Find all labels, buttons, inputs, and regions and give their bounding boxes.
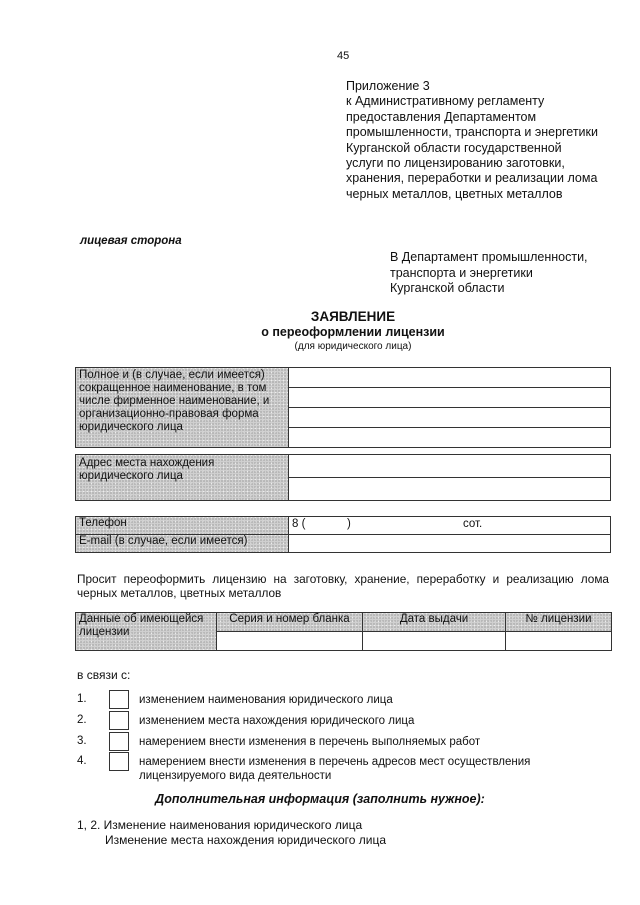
additional-info-heading: Дополнительная информация (заполнить нужное):: [155, 792, 485, 806]
phone-field[interactable]: [289, 517, 611, 535]
license-table: [75, 612, 612, 651]
email-field[interactable]: [289, 535, 611, 553]
document-subtitle: о переоформлении лицензии: [261, 325, 445, 339]
license-date-field[interactable]: [363, 632, 506, 651]
license-row-label: Данные об имеющейся лицензии: [76, 613, 217, 651]
license-col-header: Серия и номер бланка: [217, 613, 363, 632]
bottom-line-2: Изменение места нахождения юридического лица: [105, 833, 386, 847]
org-name-field[interactable]: [289, 368, 611, 388]
addressee-line: В Департамент промышленности,: [390, 250, 588, 264]
option-number: 1.: [77, 693, 87, 705]
license-col-header: № лицензии: [506, 613, 612, 632]
annex-line: Курганской области государственной: [346, 140, 562, 155]
annex-block: [346, 79, 626, 202]
org-name-label: Полное и (в случае, если имеется) сокращенное наименование, в том числе фирменное наименование, и организационно-правовая форма юридического лица: [76, 368, 289, 448]
license-number-field[interactable]: [506, 632, 612, 651]
page-number: 45: [337, 50, 350, 62]
option-number: 4.: [77, 755, 87, 767]
option-number: 3.: [77, 735, 87, 747]
option-text: [139, 755, 530, 783]
option-text: изменением наименования юридического лица: [139, 694, 393, 706]
contacts-table: [75, 516, 611, 553]
addressee-line: Курганской области: [390, 281, 505, 295]
addressee-line: транспорта и энергетики: [390, 265, 533, 280]
option-text: изменением места нахождения юридического лица: [139, 715, 415, 727]
org-name-table: [75, 367, 611, 448]
annex-line: к Административному регламенту: [346, 94, 545, 109]
option-checkbox[interactable]: [109, 690, 129, 709]
org-name-field[interactable]: [289, 408, 611, 428]
annex-line: предоставления Департаментом: [346, 109, 537, 124]
phone-prefix: 8 (: [292, 518, 306, 530]
phone-suffix: сот.: [463, 518, 483, 530]
addressee-block: [390, 250, 588, 297]
address-table: [75, 454, 611, 501]
option-number: 2.: [77, 714, 87, 726]
phone-paren: ): [347, 518, 351, 530]
option-text-line: намерением внести изменения в перечень адресов мест осуществления: [139, 756, 531, 768]
org-name-field[interactable]: [289, 388, 611, 408]
request-text: Просит переоформить лицензию на заготовку, хранение, переработку и реализацию лома черных металлов, цветных металлов: [77, 572, 609, 600]
annex-line: промышленности, транспорта и энергетики: [346, 125, 598, 140]
option-text: намерением внести изменения в перечень выполняемых работ: [139, 736, 481, 748]
org-name-field[interactable]: [289, 428, 611, 448]
bottom-line-1: 1, 2. Изменение наименования юридического лица: [77, 818, 363, 832]
address-field[interactable]: [289, 478, 611, 501]
email-label: E-mail (в случае, если имеется): [76, 535, 289, 553]
annex-line: услуги по лицензированию заготовки,: [346, 156, 565, 171]
annex-line: Приложение 3: [346, 79, 430, 93]
address-label: Адрес места нахождения юридического лица: [76, 455, 289, 501]
document-title: ЗАЯВЛЕНИЕ: [310, 309, 396, 324]
option-checkbox[interactable]: [109, 732, 129, 751]
phone-label: Телефон: [76, 517, 289, 535]
option-checkbox[interactable]: [109, 711, 129, 730]
address-field[interactable]: [289, 455, 611, 478]
annex-line: черных металлов, цветных металлов: [346, 186, 563, 201]
side-label: лицевая сторона: [80, 235, 182, 247]
license-series-field[interactable]: [217, 632, 363, 651]
document-note: (для юридического лица): [294, 341, 412, 352]
option-checkbox[interactable]: [109, 752, 129, 771]
option-text-line: лицензируемого вида деятельности: [139, 770, 332, 782]
annex-line: хранения, переработки и реализации лома: [346, 171, 598, 186]
license-col-header: Дата выдачи: [363, 613, 506, 632]
cause-label: в связи с:: [77, 668, 131, 682]
